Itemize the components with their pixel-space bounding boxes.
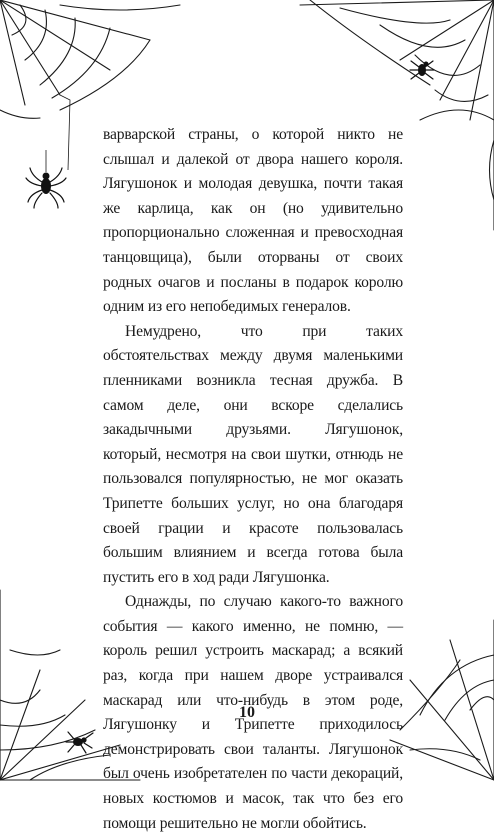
page-number: 10 bbox=[239, 704, 255, 721]
body-text bbox=[103, 123, 403, 836]
spider-icon bbox=[26, 150, 66, 208]
paragraph-3: Однажды, по случаю какого-то важного события — какого именно, не помню, — король решил устроить маскарад; а всякий раз, когда при нашем дворе устраивался маскарад или что-нибудь в этом роде, Лягушонку и Трипетте приходилось демонстрировать свои таланты. Лягушонок был очень изобретателен по части декораций, новых костюмов и масок, так что без его помощи решительно не могли обойтись. bbox=[103, 593, 403, 832]
cobweb-bottom-right-icon bbox=[390, 620, 494, 780]
paragraph-2: Немудрено, что при таких обстоятельствах между двумя маленькими пленниками возникла тесная дружба. В самом деле, они вскоре сделались закадычными друзьями. Лягушонок, который, несмотря на свои шутки, отнюдь не пользовался популярностью, не мог оказать Трипетте больших услуг, но она благодаря своей грации и красоте пользовалась большим влиянием и всегда готова была пустить его в ход ради Лягушонка. bbox=[103, 322, 403, 586]
spider-icon bbox=[410, 61, 434, 79]
paragraph-1: варварской страны, о которой никто не слышал и далекой от двора нашего короля. Лягушонок и молодая девушка, почти такая же карлица, как он (но удивительно пропорционально сложенная и превосходная танцовщица), были оторваны от своих родных очагов и посланы в подарок королю одним из его непобедимых генералов. bbox=[103, 126, 403, 316]
spider-icon bbox=[66, 732, 93, 753]
